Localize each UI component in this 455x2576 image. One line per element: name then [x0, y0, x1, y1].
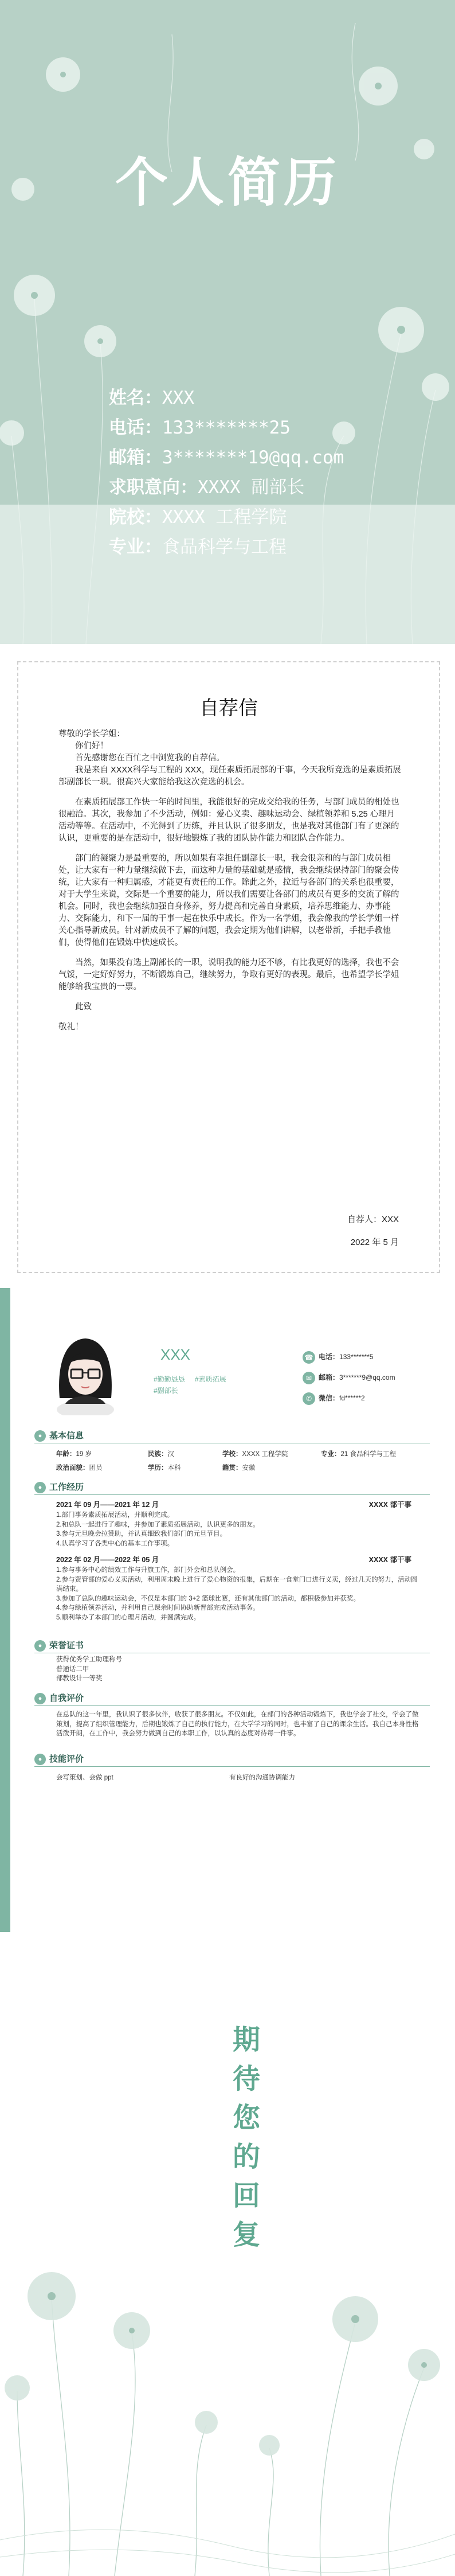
section-title: 工作经历 — [49, 1482, 84, 1492]
cover-value: 3*******19@qq.com — [162, 447, 344, 468]
mail-icon: ✉ — [303, 1372, 315, 1384]
basic-age — [56, 1450, 92, 1459]
cover-row-phone — [109, 413, 344, 443]
cover-value: XXXX 副部长 — [198, 477, 305, 498]
section-title: 基本信息 — [49, 1431, 84, 1441]
cover-row-intent — [109, 473, 344, 502]
field-label: 政治面貌： — [56, 1465, 89, 1472]
field-label: 年龄： — [56, 1451, 76, 1458]
job-role: XXXX 部干事 — [368, 1501, 411, 1509]
contact-value: 133*******5 — [339, 1353, 374, 1361]
field-value: XXXX 工程学院 — [242, 1451, 288, 1458]
letter-paragraph: 在素质拓展部工作快一年的时间里，我能很好的完成交给我的任务，与部门成员的相处也很融洽。其次，我参加了不少活动，例如：爱心义卖、趣味运动会、绿植领养和 5.25 心理月活动等等。在活动中，不光得到了历练，并且认识了很多朋友，也是我对其他部门有了更深的认识，更重要的是在活动中，很好地锻炼了我的团队协作能力和团队合作能力。 — [58, 798, 399, 843]
basic-political — [56, 1463, 103, 1473]
job-period: 2021 年 09 月——2021 年 12 月 — [56, 1501, 159, 1509]
thanks-char: 回 — [232, 2180, 260, 2212]
cover-label: 专业： — [109, 537, 162, 557]
cover-row-name — [109, 383, 344, 413]
field-value: 团员 — [89, 1465, 103, 1472]
contact-phone — [303, 1351, 373, 1364]
job-item: 4.参与绿植领养活动，并利用自己课余时间协助新晋部完成活动事务。 — [56, 1605, 260, 1611]
section-title: 自我评价 — [49, 1693, 84, 1703]
section-title: 荣誉证书 — [49, 1641, 84, 1650]
section-self-heading — [34, 1692, 84, 1704]
letter-paragraph: 我是来自 XXXX科学与工程的 XXX，现任素质拓展部的干事，今天我所竞选的是素质拓展部副部长一职。很高兴大家能给我这次竞选的机会。 — [58, 766, 401, 787]
letter-paragraph: 当然，如果没有选上副部长的一职，说明我的能力还不够，有比我更好的选择，我也不会气馁，一定好好努力，不断锻炼自己，继续努力，争取有更好的表现。最后，也希望学长学姐能够给我宝贵的一票。 — [58, 958, 399, 992]
resume-tag: #素质拓展 — [195, 1375, 226, 1383]
cover-value: XXXX 工程学院 — [162, 507, 287, 528]
job-period: 2022 年 02 月——2022 年 05 月 — [56, 1556, 159, 1564]
letter-closing-1: 此致 — [75, 1002, 92, 1012]
resume-tag: #副部长 — [154, 1387, 178, 1395]
contact-value: 3*******9@qq.com — [339, 1373, 395, 1382]
basic-education — [148, 1463, 181, 1473]
cover-row-major — [109, 532, 344, 562]
section-skills-heading — [34, 1753, 84, 1765]
contact-wechat — [303, 1392, 365, 1405]
medal-icon: ● — [34, 1640, 46, 1652]
job-item: 3.参与元旦晚会拉赞助，并认真细致我们部门的元旦节目。 — [56, 1531, 227, 1537]
job-item: 5.顺利举办了本部门的心理月活动，并圆满完成。 — [56, 1614, 201, 1621]
thanks-char: 待 — [232, 2063, 260, 2095]
thanks-char: 复 — [232, 2219, 260, 2251]
star-icon: ● — [34, 1693, 46, 1704]
letter-paragraph: 首先感谢您在百忙之中浏览我的自荐信。 — [75, 754, 225, 763]
skill-item: 有良好的沟通协调能力 — [229, 1774, 295, 1781]
field-label: 民族： — [148, 1451, 168, 1458]
letter-hello: 你们好！ — [75, 741, 108, 751]
cover-label: 电话： — [109, 417, 162, 438]
field-value: 19 岁 — [76, 1451, 92, 1458]
cover-row-email — [109, 443, 344, 473]
letter-greeting: 尊敬的学长学姐： — [58, 729, 125, 739]
field-label: 学历： — [148, 1465, 168, 1472]
contact-label: 邮箱： — [319, 1373, 340, 1382]
job-item: 4.认真学习了各类中心的基本工作事项。 — [56, 1540, 174, 1547]
cover-letter-page — [0, 644, 455, 1288]
letter-signer: 自荐人：XXX — [347, 1215, 399, 1224]
contact-label: 微信： — [319, 1394, 340, 1403]
letter-stamp-frame — [17, 661, 440, 1273]
job-item: 2.参与资管部的爱心义卖活动，利用周末晚上进行了爱心物资的报集，后期在一食堂门口进行义卖，经过几天的努力，活动圆满结束。 — [56, 1576, 418, 1593]
person-icon: ● — [34, 1430, 46, 1442]
avatar — [48, 1329, 123, 1415]
field-label: 专业： — [321, 1451, 341, 1458]
letter-date: 2022 年 5 月 — [350, 1238, 399, 1247]
briefcase-icon: ● — [34, 1482, 46, 1493]
job-header — [56, 1554, 411, 1564]
thanks-page — [0, 1932, 455, 2576]
field-value: 汉 — [167, 1451, 174, 1458]
resume-tag: #勤勤恳恳 — [154, 1375, 185, 1383]
field-label: 籍贯： — [222, 1465, 242, 1472]
resume-page — [0, 1288, 455, 1932]
section-title: 技能评价 — [49, 1754, 84, 1764]
job-header — [56, 1499, 411, 1509]
section-divider — [34, 1494, 430, 1495]
cover-label: 邮箱： — [109, 447, 162, 468]
job-items — [56, 1566, 423, 1622]
section-work-heading — [34, 1481, 84, 1493]
contact-email — [303, 1372, 395, 1384]
tool-icon: ● — [34, 1754, 46, 1765]
skill-item: 会写策划、会做 ppt — [56, 1774, 113, 1781]
letter-closing-2: 敬礼！ — [58, 1022, 84, 1032]
basic-hometown — [222, 1463, 256, 1473]
section-divider — [34, 1766, 430, 1767]
basic-major — [321, 1450, 396, 1459]
resume-side-bar — [0, 1288, 10, 1932]
cover-row-school — [109, 502, 344, 532]
job-item: 1.参与事务中心的绩效工作与升旗工作，部门外会和总队例会。 — [56, 1567, 240, 1574]
cover-value: XXX — [162, 388, 194, 408]
cover-label: 姓名： — [109, 388, 162, 408]
letter-body — [58, 728, 402, 1033]
cover-page — [0, 0, 455, 644]
thanks-char: 的 — [232, 2141, 260, 2173]
job-item: 2.和总队一起进行了趣味，并参加了素质拓展活动，认识更多的朋友。 — [56, 1521, 260, 1528]
phone-icon: ☎ — [303, 1351, 315, 1364]
thanks-message — [229, 2020, 264, 2254]
cover-info — [109, 383, 344, 562]
basic-ethnicity — [148, 1450, 174, 1459]
section-basic-heading — [34, 1429, 84, 1442]
section-divider — [34, 1705, 430, 1706]
field-label: 学校： — [222, 1451, 242, 1458]
job-items — [56, 1511, 423, 1548]
cover-title: 个人简历 — [115, 151, 340, 213]
thanks-char: 期 — [232, 2024, 260, 2056]
cert-list — [56, 1655, 423, 1684]
section-certs-heading — [34, 1639, 84, 1652]
cover-label: 求职意向： — [109, 477, 198, 498]
self-evaluation-text: 在总队的这一年里，我认识了很多伙伴，收获了很多朋友。不仅如此，在部门的各种活动锻炼下，我也学会了社交，学会了做策划，提高了组织管理能力，后期也锻炼了自己的执行能力，在大学学习的同时，也丰富了自己的课余生活。我自己本身性格活泼开朗，在工作中，我会努力做到自己的本职工作，以认真的态度对待每一件事。 — [56, 1711, 419, 1737]
thanks-char: 您 — [232, 2102, 260, 2134]
contact-label: 电话： — [319, 1353, 340, 1361]
field-value: 安徽 — [242, 1465, 256, 1472]
cover-value: 食品科学与工程 — [162, 537, 287, 557]
chat-icon: ✆ — [303, 1392, 315, 1405]
cert-item: 部教设计一等奖 — [56, 1675, 103, 1682]
cover-label: 院校： — [109, 507, 162, 528]
job-item: 3.参加了总队的趣味运动会，不仅是本部门的 3+2 篮球比赛，还有其他部门的活动，都积极参加并获奖。 — [56, 1595, 360, 1602]
cert-item: 获得优秀学工助理称号 — [56, 1656, 122, 1663]
contact-value: fd******2 — [339, 1394, 365, 1403]
letter-paragraph: 部门的凝聚力是最重要的，所以如果有幸担任副部长一职，我会很亲和的与部门成员相处，让大家有一种力量继续做下去，而这种力量的基础就是感情，我会继续保持部门的聚会传统，让大家有一种归属感，才能更有责任的工作。除此之外，拉近与各部门的关系也很重要，对于大学生来说，交际是一个重要的能力，所以我们需要让各部门的成员有更多的交流了解的机会。同时，我也会继续加强自身修养，努力提高和完善自身素质，培养思维能力、办事能力、交际能力，和下一届的干事一起在快乐中成长。作为一名学姐，我会像我的学长学姐一样关心指导新成员。针对新成员不了解的问题，我会定期为他们讲解，以老带新，手把手教他们，使得他们在锻炼中快速成长。 — [58, 854, 399, 947]
letter-title: 自荐信 — [199, 698, 258, 719]
cert-item: 普通话二甲 — [56, 1665, 89, 1673]
basic-school — [222, 1450, 288, 1459]
cover-value: 133*******25 — [162, 417, 291, 438]
field-value: 21 食品科学与工程 — [340, 1451, 396, 1458]
resume-name: XXX — [160, 1346, 191, 1363]
dandelion-background — [0, 1932, 455, 2576]
job-role: XXXX 部干事 — [368, 1556, 411, 1564]
job-item: 1.部门事务素质拓展活动，并顺利完成。 — [56, 1512, 174, 1519]
field-value: 本科 — [167, 1465, 181, 1472]
